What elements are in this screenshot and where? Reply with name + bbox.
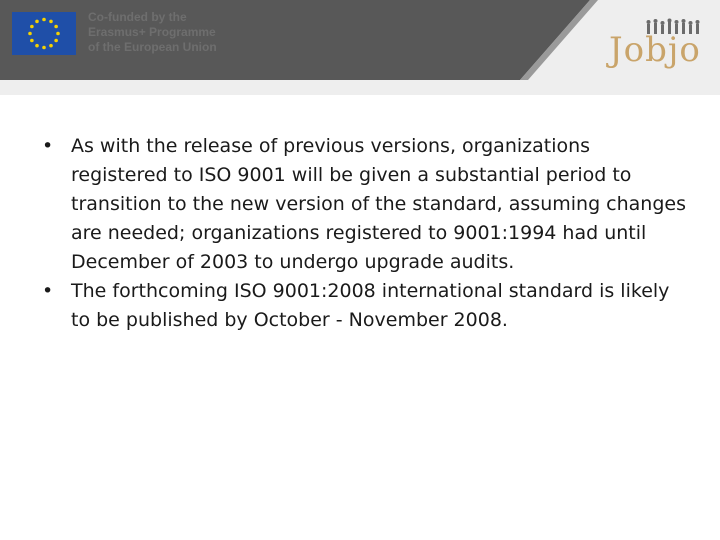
eu-star-icon (30, 25, 34, 29)
eu-star-icon (42, 46, 46, 50)
eu-star-icon (54, 39, 58, 43)
bullet-icon: • (42, 135, 54, 157)
eu-star-icon (42, 18, 46, 22)
eu-star-icon (28, 32, 32, 36)
eu-text-line-3: of the European Union (88, 40, 217, 54)
bullet-text: The forthcoming ISO 9001:2008 international standard is likely to be published by October - November 2008. (71, 280, 670, 331)
eu-star-icon (49, 44, 53, 48)
bullet-text: As with the release of previous versions, organizations registered to ISO 9001 will be given a substantial period to transition to the new version of the standard, assuming changes are needed; organizations registered to 9001:1994 had until December of 2003 to undergo upgrade audits. (71, 135, 686, 273)
eu-star-icon (30, 39, 34, 43)
slide-body (42, 132, 692, 335)
logo-wordmark: Jobjo (609, 30, 701, 70)
bullet-item (42, 132, 692, 277)
eu-text-line-2: Erasmus+ Programme (88, 25, 216, 39)
bullet-icon: • (42, 280, 54, 302)
eu-star-icon (35, 44, 39, 48)
eu-cofunded-text (88, 10, 217, 55)
eu-star-icon (54, 25, 58, 29)
eu-star-icon (35, 20, 39, 24)
eu-flag-icon (12, 12, 76, 55)
eu-star-icon (49, 20, 53, 24)
eu-text-line-1: Co-funded by the (88, 10, 187, 24)
eu-star-icon (56, 32, 60, 36)
bullet-item (42, 277, 692, 335)
jobjo-logo (605, 18, 710, 80)
